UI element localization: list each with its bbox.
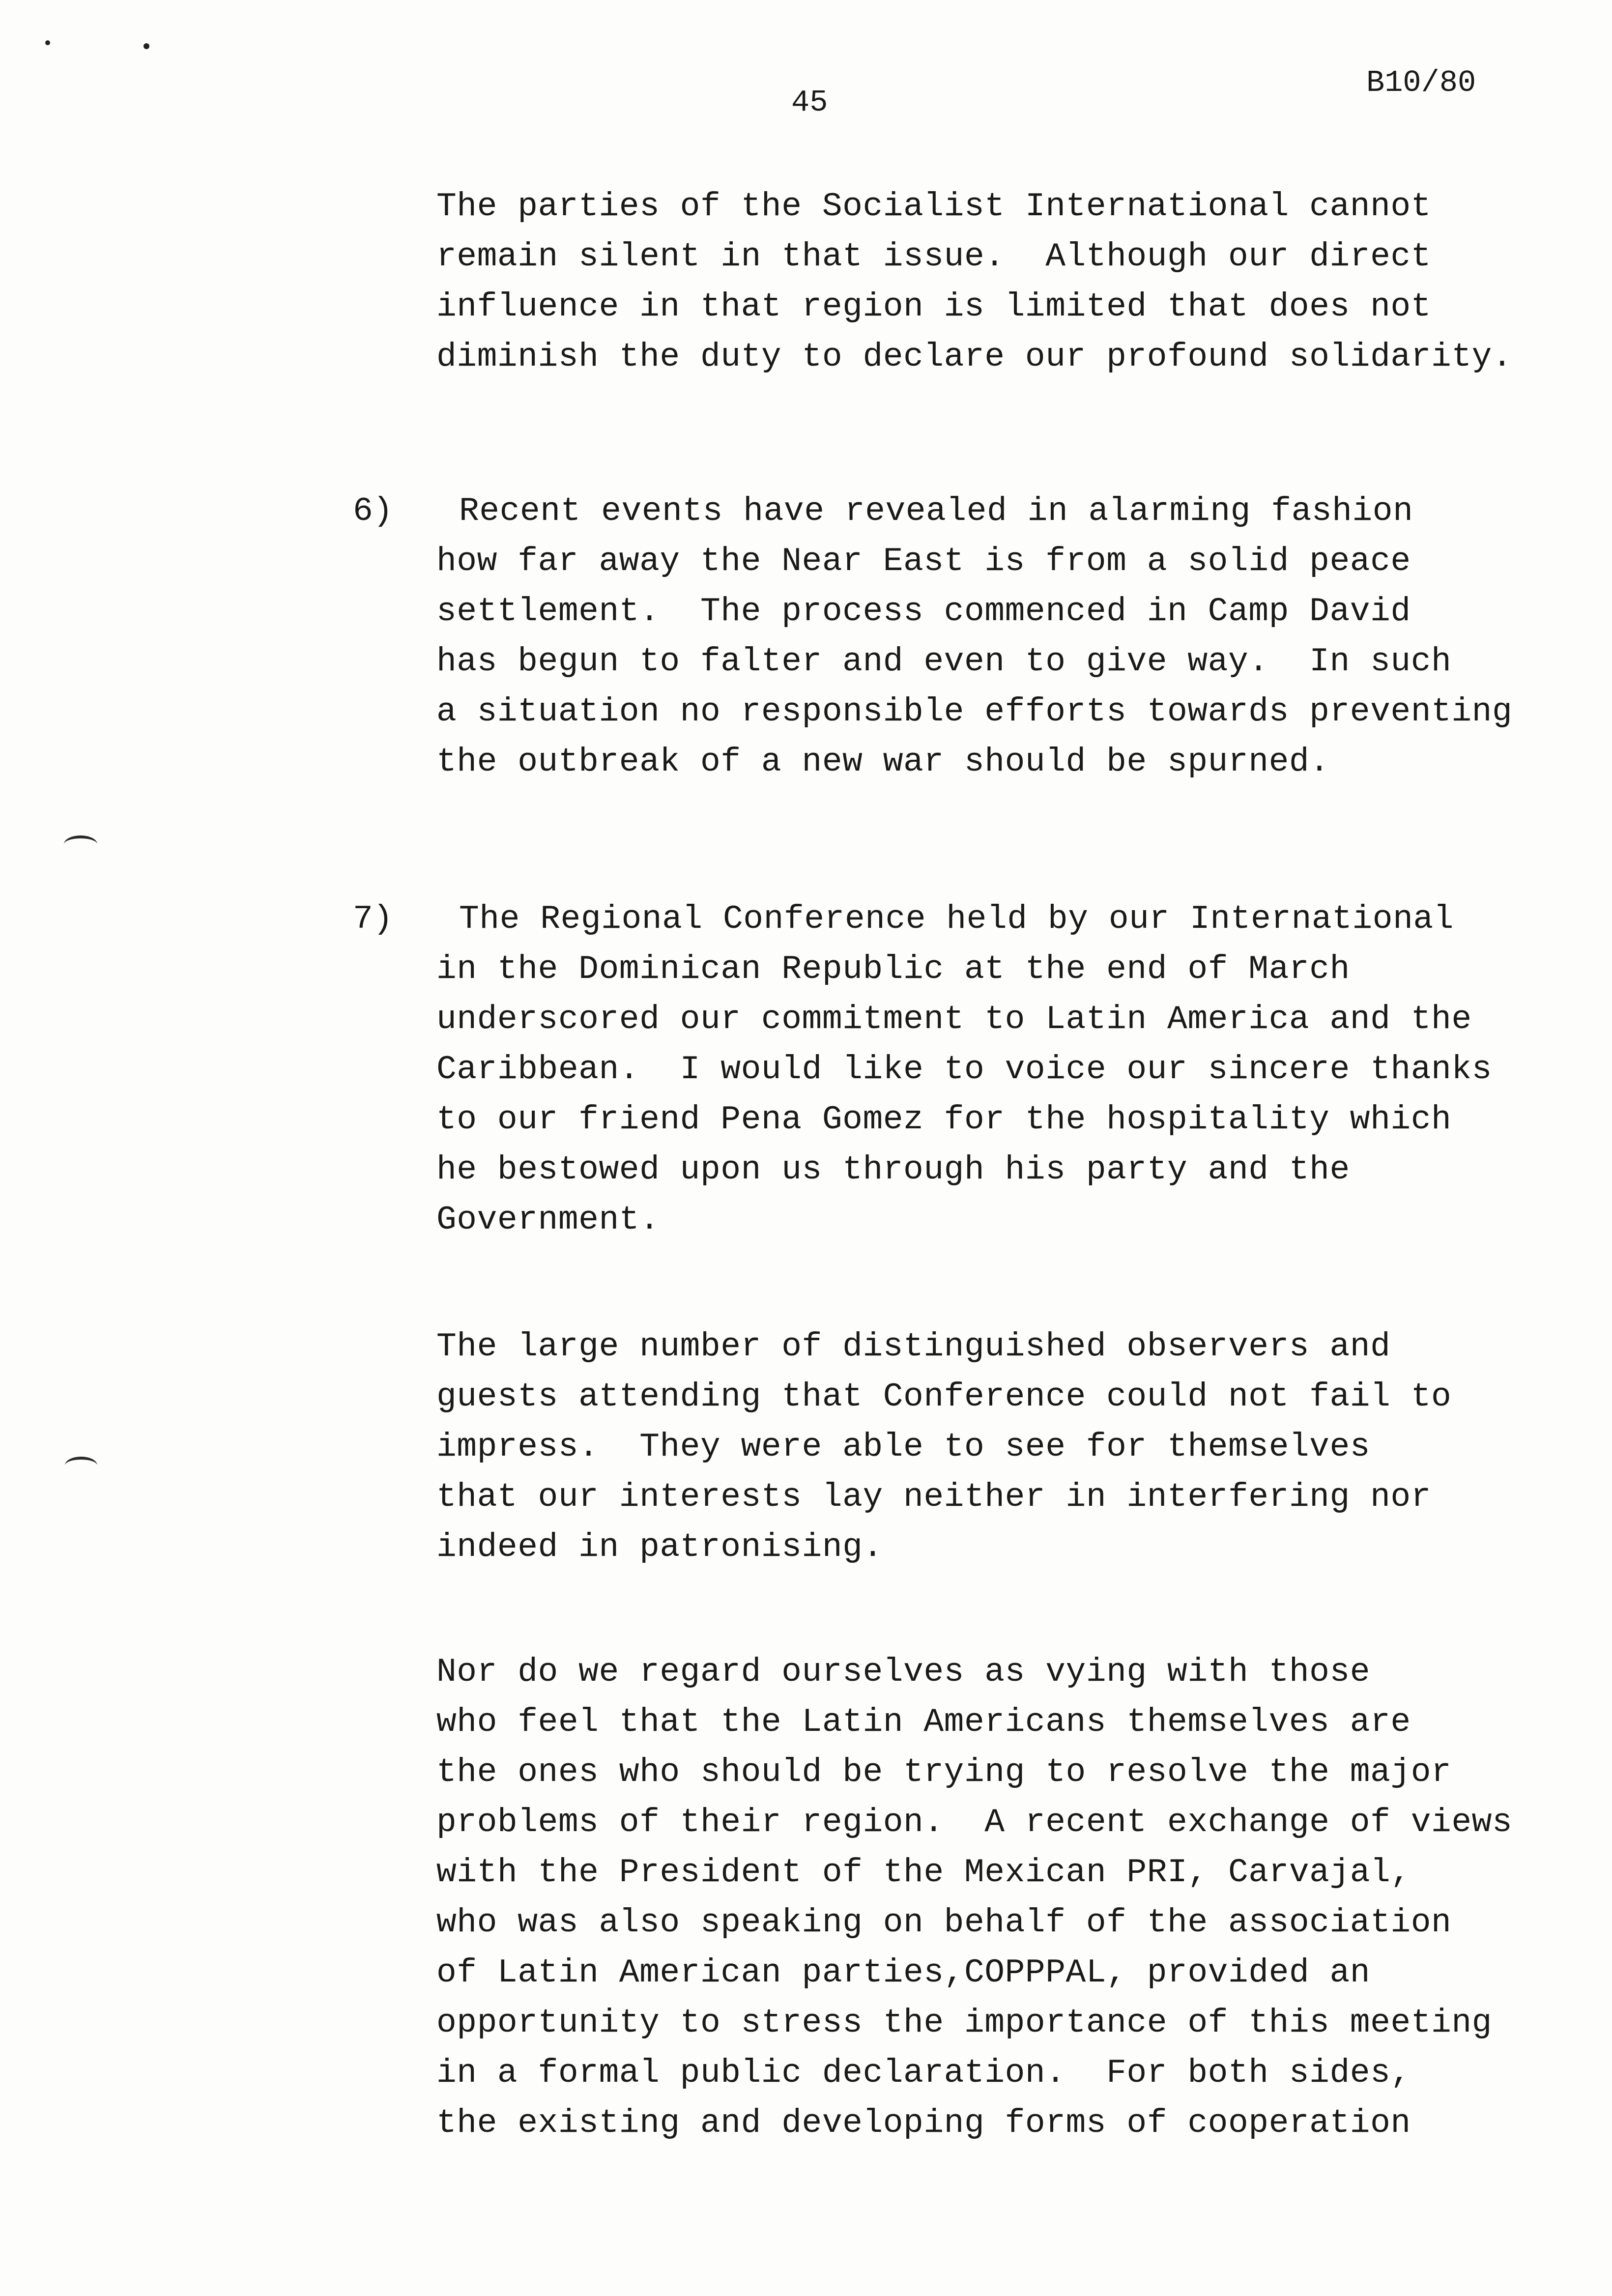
text-line: in a formal public declaration. For both sides, [436, 2054, 1411, 2092]
text-line: The large number of distinguished observers and [436, 1328, 1391, 1366]
text-line: settlement. The process commenced in Camp David [436, 593, 1411, 631]
text-line: in the Dominican Republic at the end of March [436, 950, 1350, 988]
margin-hole-punch-mark [64, 835, 97, 853]
text-line: opportunity to stress the importance of this meeting [436, 2004, 1492, 2042]
text-line: Government. [436, 1201, 660, 1239]
text-line: diminish the duty to declare our profound solidarity. [436, 338, 1513, 376]
paragraph-item-6 [436, 487, 1547, 787]
item-number-7: 7) [353, 900, 393, 938]
text-line: with the President of the Mexican PRI, Carvajal, [436, 1854, 1411, 1892]
text-line: The Regional Conference held by our International [459, 900, 1454, 938]
scan-speck [45, 40, 50, 45]
text-line: who was also speaking on behalf of the association [436, 1904, 1452, 1942]
document-reference: B10/80 [1366, 65, 1476, 100]
text-line: he bestowed upon us through his party and the [436, 1151, 1350, 1189]
margin-hole-punch-mark [65, 1457, 97, 1474]
text-line: who feel that the Latin Americans themselves are [436, 1703, 1411, 1741]
item-number-6: 6) [353, 492, 393, 530]
text-line: to our friend Pena Gomez for the hospitality which [436, 1101, 1452, 1139]
text-line: guests attending that Conference could not fail to [436, 1378, 1452, 1416]
text-line: The parties of the Socialist International cannot [436, 188, 1432, 226]
text-line: Nor do we regard ourselves as vying with those [436, 1653, 1371, 1691]
text-line: remain silent in that issue. Although our direct [436, 238, 1432, 276]
text-line: that our interests lay neither in interfering nor [436, 1478, 1432, 1516]
paragraph-latin-america [436, 1647, 1547, 2149]
text-line: the existing and developing forms of cooperation [436, 2104, 1411, 2142]
text-line: Caribbean. I would like to voice our sincere thanks [436, 1051, 1492, 1089]
text-line: Recent events have revealed in alarming fashion [459, 492, 1413, 530]
text-line: indeed in patronising. [436, 1528, 883, 1566]
text-line: underscored our commitment to Latin America and the [436, 1001, 1472, 1038]
text-line: impress. They were able to see for themselves [436, 1428, 1371, 1466]
text-line: how far away the Near East is from a solid peace [436, 543, 1411, 580]
scan-speck [144, 43, 149, 49]
text-line: influence in that region is limited that does not [436, 288, 1432, 326]
text-line: problems of their region. A recent exchange of views [436, 1804, 1513, 1841]
paragraph-intro [436, 182, 1547, 382]
text-line: of Latin American parties,COPPPAL, provided an [436, 1954, 1371, 1992]
text-line: a situation no responsible efforts towards preventing [436, 693, 1513, 731]
text-line: the outbreak of a new war should be spurned. [436, 743, 1330, 781]
paragraph-observers [436, 1322, 1547, 1573]
text-line: has begun to falter and even to give way. In such [436, 643, 1452, 681]
paragraph-item-7 [436, 894, 1547, 1245]
page-number: 45 [791, 85, 828, 120]
text-line: the ones who should be trying to resolve the major [436, 1753, 1452, 1791]
